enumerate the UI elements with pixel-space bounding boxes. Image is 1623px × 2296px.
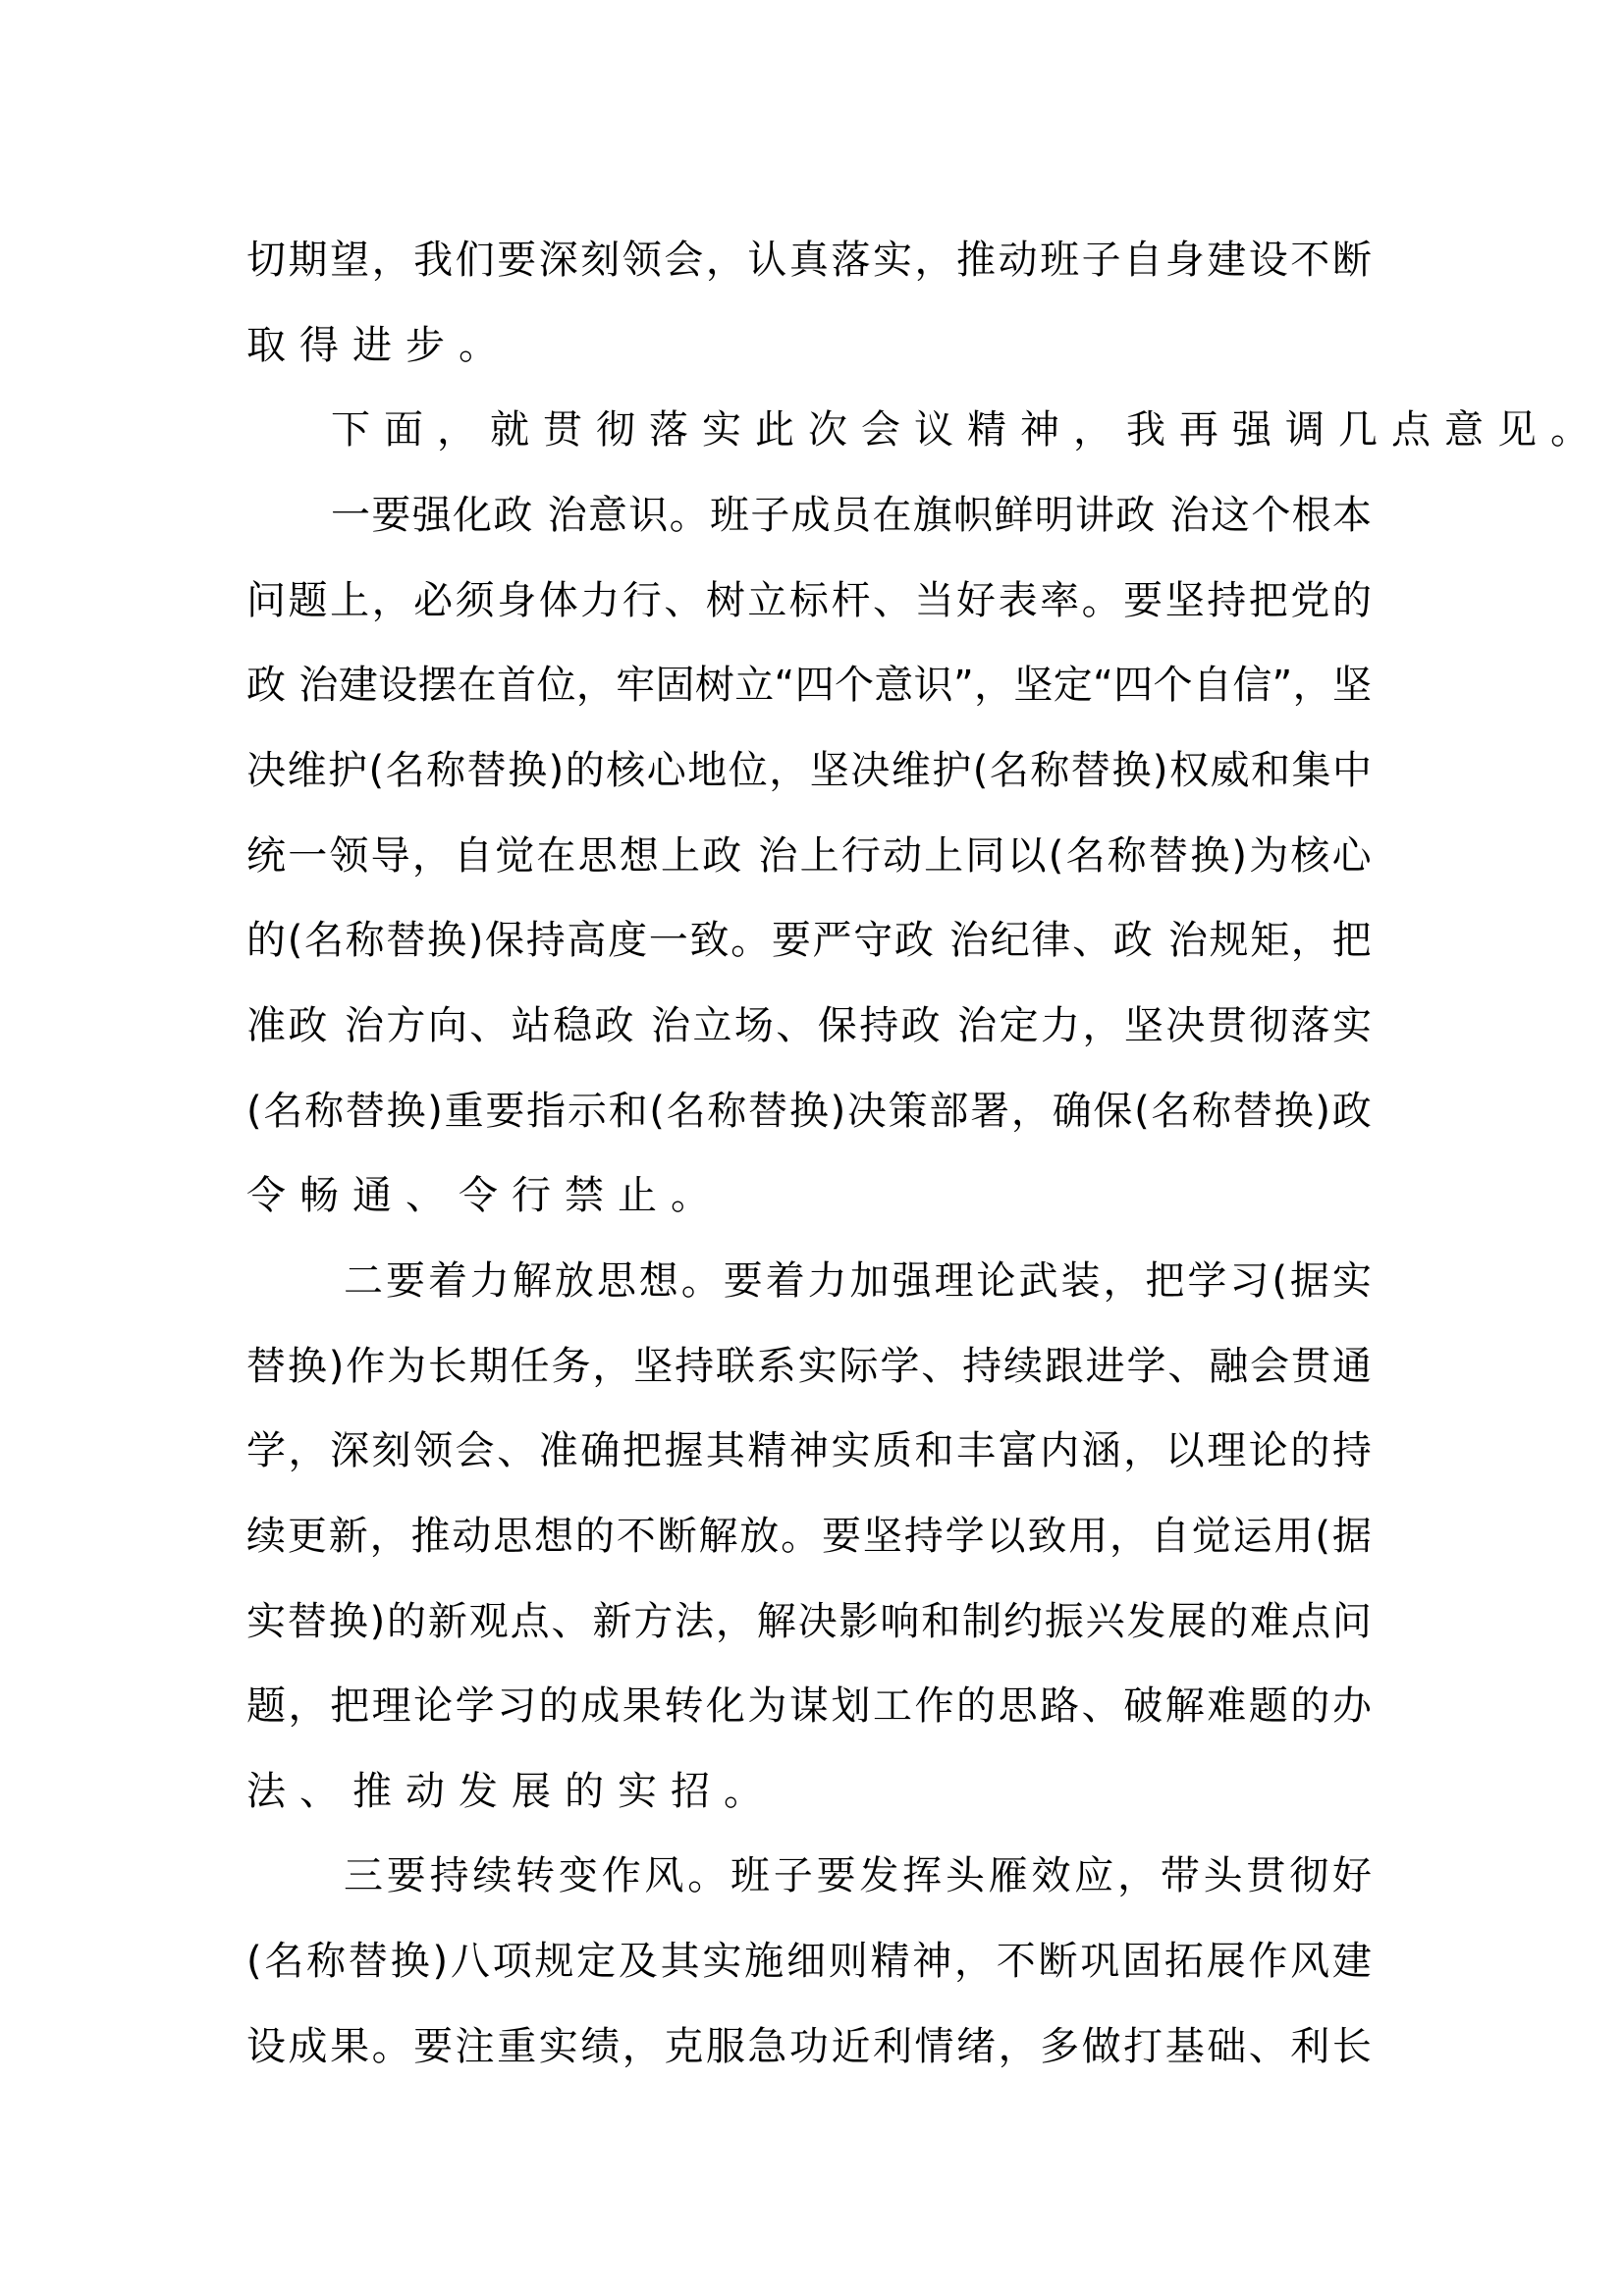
text-line: 的 ( 名 称 替 换 ) 保 持 高 度 一 致 。 要 严 守 政 治 纪 律 、 政 治 规 矩 ， 把 [246, 918, 1372, 964]
paragraph-continuation [246, 218, 1372, 388]
text-line: 设 成 果 。 要 注 重 实 绩 ， 克 服 急 功 近 利 情 绪 ， 多 做 打 基 础 、 利 长 [246, 2023, 1372, 2069]
text-line: 三 要 持 续 转 变 作 风 。 班 子 要 发 挥 头 雁 效 应 ， 带 头 贯 彻 好 [344, 1853, 1372, 1899]
paragraph-point-three [246, 1834, 1372, 2089]
text-line: 续 更 新 ， 推 动 思 想 的 不 断 解 放 。 要 坚 持 学 以 致 用 ， 自 觉 运 用 ( 据 [246, 1513, 1372, 1559]
text-line: 政 治 建 设 摆 在 首 位 ， 牢 固 树 立 “ 四 个 意 识 ” ， 坚 定 “ 四 个 自 信 ” ， 坚 [246, 663, 1372, 709]
paragraph-intro [246, 388, 1603, 473]
text-line: 令畅通、令行禁止。 [246, 1173, 724, 1219]
text-line: 统 一 领 导 ， 自 觉 在 思 想 上 政 治 上 行 动 上 同 以 ( 名 称 替 换 ) 为 核 心 [246, 832, 1372, 879]
text-line: 切 期 望 ， 我 们 要 深 刻 领 会 ， 认 真 落 实 ， 推 动 班 子 自 身 建 设 不 断 [246, 238, 1372, 283]
document-body [246, 218, 1603, 2089]
text-line: 学 ， 深 刻 领 会 、 准 确 把 握 其 精 神 实 质 和 丰 富 内 涵 ， 以 理 论 的 持 [246, 1428, 1372, 1474]
text-line: 替 换 ) 作 为 长 期 任 务 ， 坚 持 联 系 实 际 学 、 持 续 跟 进 学 、 融 会 贯 通 [246, 1343, 1372, 1389]
text-line: 准 政 治 方 向 、 站 稳 政 治 立 场 、 保 持 政 治 定 力 ， 坚 决 贯 彻 落 实 [246, 1002, 1372, 1048]
text-line: 决 维 护 ( 名 称 替 换 ) 的 核 心 地 位 ， 坚 决 维 护 ( 名 称 替 换 ) 权 威 和 集 中 [246, 747, 1372, 793]
paragraph-point-one [246, 473, 1372, 1239]
text-line: 题 ， 把 理 论 学 习 的 成 果 转 化 为 谋 划 工 作 的 思 路 、 破 解 难 题 的 办 [246, 1683, 1372, 1730]
text-line: 一 要 强 化 政 治 意 识 。 班 子 成 员 在 旗 帜 鲜 明 讲 政 治 这 个 根 本 [331, 492, 1372, 538]
paragraph-point-two [246, 1239, 1372, 1835]
text-line: 问 题 上 ， 必 须 身 体 力 行 、 树 立 标 杆 、 当 好 表 率 。 要 坚 持 把 党 的 [246, 577, 1372, 623]
text-line: ( 名 称 替 换 ) 八 项 规 定 及 其 实 施 细 则 精 神 ， 不 断 巩 固 拓 展 作 风 建 [246, 1939, 1372, 1985]
text-line: 取得进步。 [246, 322, 512, 368]
text-line: 二 要 着 力 解 放 思 想 。 要 着 力 加 强 理 论 武 装 ， 把 学 习 ( 据 实 [344, 1257, 1372, 1304]
text-line: 实 替 换 ) 的 新 观 点 、 新 方 法 ， 解 决 影 响 和 制 约 振 兴 发 展 的 难 点 问 [246, 1598, 1372, 1644]
text-line: 法、推动发展的实招。 [246, 1768, 777, 1814]
text-line: ( 名 称 替 换 ) 重 要 指 示 和 ( 名 称 替 换 ) 决 策 部 署 ， 确 保 ( 名 称 替 换 ) 政 [246, 1088, 1372, 1134]
text-line: 下面，就贯彻落实此次会议精神，我再强调几点意见。 [331, 407, 1603, 454]
